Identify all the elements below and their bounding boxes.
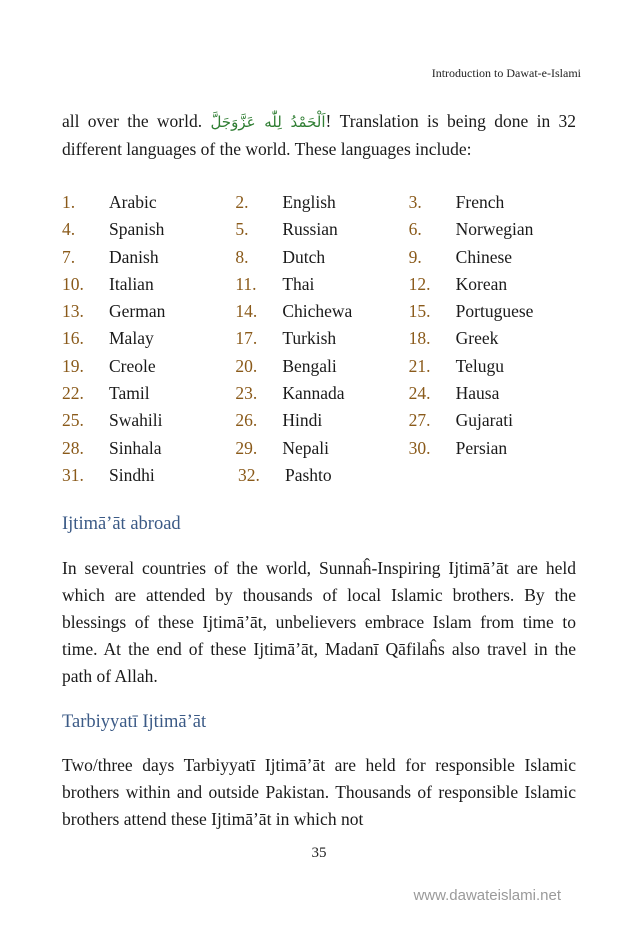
language-number: 31. [62, 464, 84, 485]
language-item [62, 189, 235, 216]
language-item [62, 244, 235, 271]
language-item [235, 244, 408, 271]
intro-paragraph [62, 108, 576, 163]
language-item [235, 271, 408, 298]
language-item [235, 216, 408, 243]
language-item [409, 407, 582, 434]
language-item [409, 353, 582, 380]
language-name: Russian [282, 219, 338, 240]
language-row [62, 271, 582, 298]
language-name: Danish [109, 246, 159, 267]
language-item [409, 216, 582, 243]
language-item [409, 271, 582, 298]
language-name: Portuguese [455, 301, 534, 322]
language-number: 2. [235, 192, 249, 212]
language-number: 6. [408, 219, 422, 240]
language-number: 12. [408, 273, 431, 294]
intro-text-end: ! Translation is being done in 32 different languages of the world. These languages include: [62, 111, 577, 159]
language-name: Sinhala [109, 437, 162, 458]
language-number: 19. [62, 355, 84, 376]
language-item [409, 244, 582, 271]
language-name: Spanish [109, 219, 165, 240]
language-name: Sindhi [109, 464, 155, 485]
section-body-tarbiyyati: Two/three days Tarbiyyatī Ijtimā’āt are held for responsible Islamic brothers within and outside Pakistan. Thousands of responsible Islamic brothers attend these Ijtimā’āt in which not [62, 755, 576, 829]
language-item [62, 216, 235, 243]
language-number: 4. [62, 219, 76, 240]
language-number: 28. [62, 437, 84, 458]
language-name: Tamil [109, 383, 150, 404]
language-name: Italian [109, 273, 154, 294]
language-row [62, 353, 582, 380]
language-item [235, 435, 408, 462]
language-number: 20. [235, 355, 258, 376]
language-name: Norwegian [455, 219, 534, 240]
language-name: Thai [282, 273, 315, 294]
language-item [409, 325, 582, 352]
language-name: Hindi [282, 410, 323, 431]
language-row [62, 407, 582, 434]
language-number: 27. [408, 410, 431, 431]
language-number: 1. [62, 192, 76, 212]
language-number: 7. [62, 246, 76, 267]
language-item [62, 435, 235, 462]
language-item [235, 380, 408, 407]
language-number: 21. [408, 355, 431, 376]
language-item [235, 298, 408, 325]
language-number: 14. [235, 301, 258, 322]
language-name: Creole [109, 355, 156, 376]
language-item [409, 298, 582, 325]
language-number: 29. [235, 437, 258, 458]
language-row [62, 380, 582, 407]
language-row [62, 189, 582, 216]
running-header: Introduction to Dawat-e-Islami [431, 66, 581, 80]
language-item [235, 353, 408, 380]
language-item [62, 407, 235, 434]
language-name: Bengali [282, 355, 337, 376]
language-name: Kannada [282, 383, 345, 404]
language-name: French [455, 192, 505, 212]
language-item [62, 353, 235, 380]
language-name: Greek [455, 328, 499, 349]
language-name: Hausa [455, 383, 500, 404]
language-item [235, 189, 408, 216]
language-name: Pashto [285, 464, 332, 485]
language-number: 9. [408, 246, 422, 267]
language-row [62, 435, 582, 462]
language-number: 3. [408, 192, 422, 212]
language-item [62, 380, 235, 407]
language-name: German [109, 301, 166, 322]
language-row [62, 244, 582, 271]
page-number: 35 [311, 845, 327, 861]
language-name: English [282, 192, 336, 212]
language-name: Dutch [282, 246, 326, 267]
language-number: 10. [62, 273, 84, 294]
language-item [62, 462, 238, 489]
language-item [409, 189, 582, 216]
language-item [235, 325, 408, 352]
language-item [62, 271, 235, 298]
intro-text-start: all over the world. [62, 111, 211, 131]
language-name: Nepali [282, 437, 329, 458]
language-item [235, 407, 408, 434]
language-name: Telugu [455, 355, 505, 376]
language-row [62, 216, 582, 243]
language-number: 5. [235, 219, 249, 240]
section-heading-tarbiyyati: Tarbiyyatī Ijtimā’āt [62, 712, 207, 732]
section-body-abroad: In several countries of the world, Sunnaĥ-Inspiring Ijtimā’āt are held which are attended by thousands of local Islamic brothers. By the blessings of these Ijtimā’āt, unbelievers embrace Islam from time to time. At the end of these Ijtimā’āt, Madanī Qāfilaĥs also travel in the path of Allah. [62, 558, 576, 686]
language-name: Malay [109, 328, 154, 349]
language-number: 18. [408, 328, 431, 349]
website-url[interactable]: www.dawateislami.net [413, 887, 561, 904]
language-number: 26. [235, 410, 258, 431]
section-heading-abroad: Ijtimā’āt abroad [62, 514, 181, 534]
language-number: 24. [408, 383, 431, 404]
language-name: Turkish [282, 328, 337, 349]
language-number: 22. [62, 383, 84, 404]
language-item [62, 325, 235, 352]
language-number: 16. [62, 328, 84, 349]
language-number: 25. [62, 410, 84, 431]
language-name: Swahili [109, 410, 163, 431]
language-number: 30. [408, 437, 431, 458]
language-name: Chinese [455, 246, 513, 267]
language-number: 11. [235, 273, 257, 294]
language-name: Gujarati [455, 410, 513, 431]
language-row [62, 462, 582, 489]
languages-list [62, 189, 582, 489]
language-number: 15. [408, 301, 431, 322]
language-row [62, 325, 582, 352]
language-name: Arabic [109, 192, 157, 212]
language-number: 8. [235, 246, 249, 267]
arabic-praise: اَلْحَمْدُ لِلّٰه عَزَّوَجَلَّ [210, 113, 326, 131]
language-item [62, 298, 235, 325]
language-item [409, 380, 582, 407]
language-number: 23. [235, 383, 258, 404]
language-name: Persian [455, 437, 508, 458]
language-item [409, 435, 582, 462]
language-number: 13. [62, 301, 84, 322]
language-number: 17. [235, 328, 258, 349]
language-item [238, 462, 414, 489]
language-name: Chichewa [282, 301, 353, 322]
language-row [62, 298, 582, 325]
language-name: Korean [455, 273, 508, 294]
language-number: 32. [238, 464, 260, 485]
